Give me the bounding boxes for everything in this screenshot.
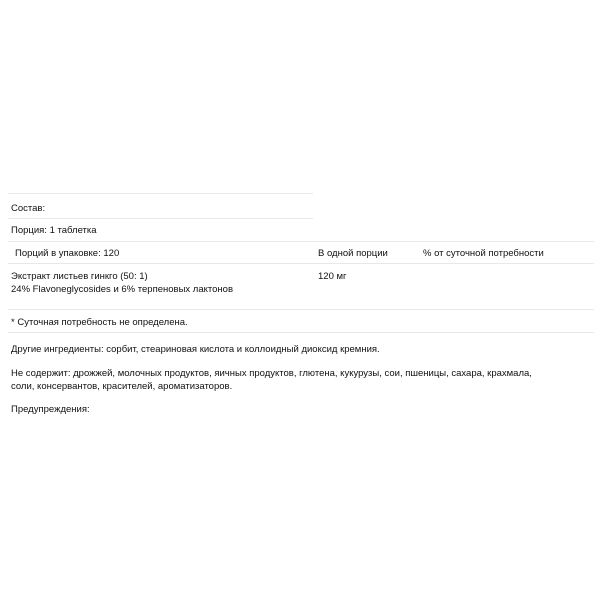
ingredient-name: Экстракт листьев гинкго (50: 1): [11, 271, 148, 282]
daily-value-footnote: * Суточная потребность не определена.: [11, 317, 188, 328]
daily-value-header: % от суточной потребности: [423, 248, 544, 259]
serving-size-row: [8, 218, 313, 241]
free-from-line-1: Не содержит: дрожжей, молочных продуктов, яичных продуктов, глютена, кукурузы, сои, пшеницы, сахара, крахмала,: [11, 368, 532, 379]
footnote-row: [8, 310, 594, 333]
serving-size: Порция: 1 таблетка: [11, 225, 97, 236]
warnings-heading: Предупреждения:: [11, 404, 90, 415]
ingredient-standardization: 24% Flavoneglycosides и 6% терпеновых лактонов: [11, 284, 233, 295]
supplement-facts-panel: [8, 193, 594, 416]
table-header-row: [8, 241, 594, 264]
free-from-statement: [8, 367, 594, 393]
amount-per-serving-header: В одной порции: [318, 248, 388, 259]
composition-row: [8, 193, 313, 218]
composition-label: Состав:: [11, 203, 46, 214]
other-ingredients: Другие ингредиенты: сорбит, стеариновая кислота и коллоидный диоксид кремния.: [11, 344, 380, 355]
ingredient-row: [8, 264, 594, 310]
ingredient-amount: 120 мг: [318, 271, 347, 282]
servings-per-container: Порций в упаковке: 120: [15, 248, 120, 259]
free-from-line-2: соли, консервантов, красителей, ароматизаторов.: [11, 381, 233, 392]
